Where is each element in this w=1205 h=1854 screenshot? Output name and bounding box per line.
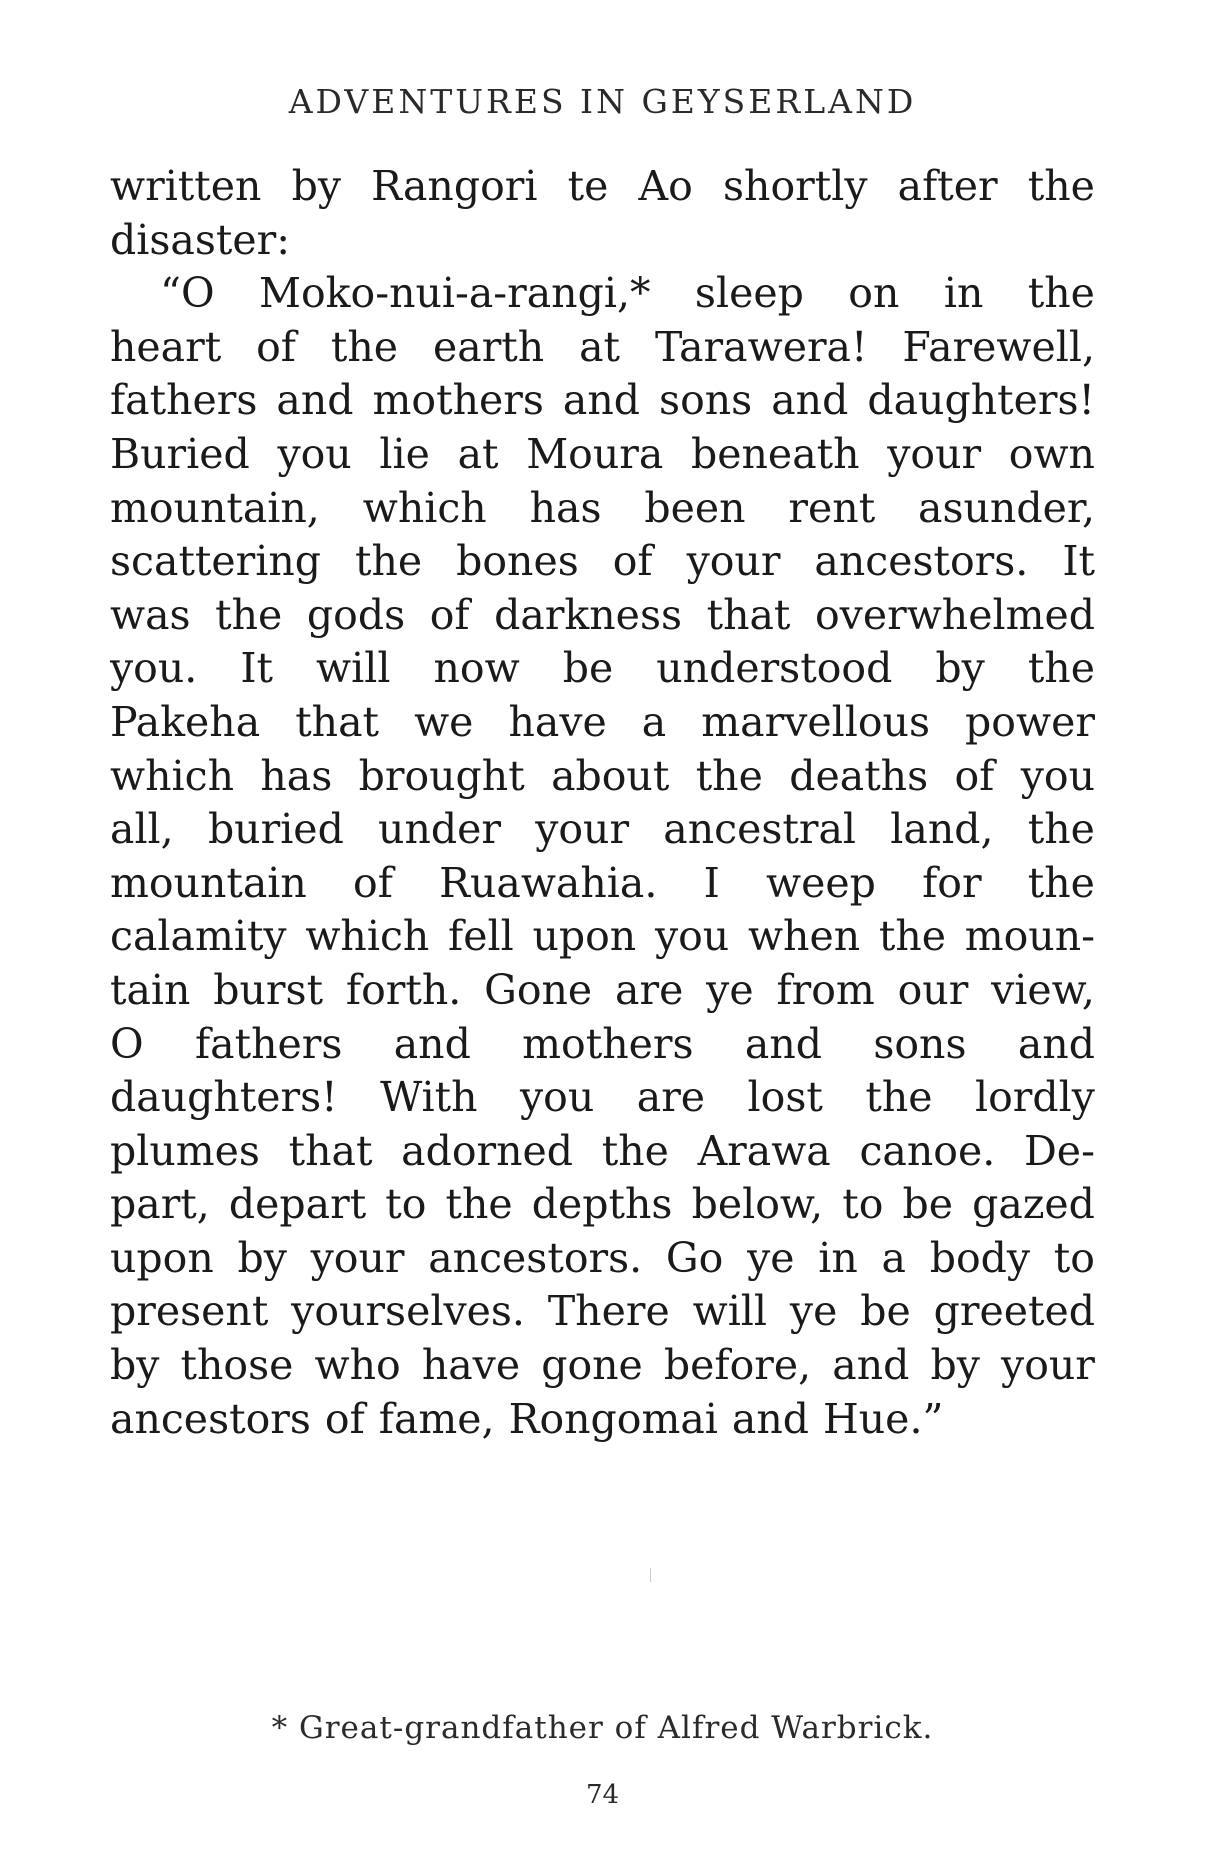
word: mountain, [110, 483, 320, 532]
word: was [110, 590, 191, 639]
word: under [378, 805, 501, 854]
word: to [1053, 1233, 1095, 1282]
word: gone [541, 1341, 643, 1390]
text-line [110, 1339, 1095, 1393]
word: understood [656, 644, 893, 693]
word: are [636, 1073, 706, 1122]
word: and [562, 376, 641, 425]
word: the [865, 1073, 933, 1122]
word: Hue.” [823, 1394, 944, 1443]
word: depart [228, 1180, 367, 1229]
text-line [110, 910, 1095, 964]
word: rent [788, 483, 876, 532]
word: by [237, 1233, 287, 1282]
word: which [362, 483, 487, 532]
word: Buried [110, 429, 250, 478]
word: of [612, 537, 653, 586]
word: has [260, 751, 333, 800]
word: upon [532, 912, 637, 961]
word: the [601, 1126, 669, 1175]
text-line [110, 964, 1095, 1018]
word: forth. [345, 965, 462, 1014]
word: at [457, 429, 499, 478]
word: has [529, 483, 602, 532]
word: fathers [194, 1019, 343, 1068]
word: plumes [110, 1126, 260, 1175]
text-line [110, 374, 1095, 428]
word: the [330, 322, 399, 371]
word: by [935, 644, 985, 693]
word: buried [207, 805, 344, 854]
word: about [551, 751, 670, 800]
word: the [1027, 805, 1095, 854]
word: of [954, 751, 995, 800]
word: fathers [110, 376, 258, 425]
word: now [433, 644, 520, 693]
word: of [353, 858, 393, 907]
word: the [215, 590, 283, 639]
text-line [110, 803, 1095, 857]
word: bones [456, 537, 579, 586]
text-line [110, 1125, 1095, 1179]
word: power [965, 697, 1095, 746]
word: There [547, 1287, 670, 1336]
text-line [110, 1071, 1095, 1125]
word: when [747, 912, 861, 961]
word: after [897, 162, 998, 210]
word: fame, [378, 1394, 495, 1443]
word: body [929, 1233, 1031, 1282]
text-line [110, 696, 1095, 750]
word: It [1062, 537, 1095, 586]
word: on [848, 269, 900, 318]
word: Gone [484, 965, 593, 1014]
word: sons [873, 1019, 967, 1068]
word: before, [663, 1341, 812, 1390]
word: to [385, 1180, 427, 1229]
word: O [110, 1019, 144, 1068]
word: gazed [972, 1180, 1095, 1229]
text-line [110, 1178, 1095, 1232]
word: the [445, 1180, 513, 1229]
word: of [256, 322, 296, 371]
word: te [567, 162, 609, 210]
word: Moko-nui-a-rangi,* [259, 269, 651, 318]
word: sons [659, 376, 753, 425]
word: are [615, 965, 684, 1014]
word: gods [306, 590, 406, 639]
word: own [1008, 429, 1095, 478]
text-line [110, 750, 1095, 804]
word: that [706, 590, 791, 639]
word: ye [747, 1233, 795, 1282]
word: a [641, 697, 667, 746]
word: With [380, 1073, 478, 1122]
word: Go [665, 1233, 724, 1282]
text-line [110, 1393, 1095, 1447]
word: canoe. [859, 1126, 996, 1175]
word: land, [890, 805, 994, 854]
word: your [1001, 1341, 1095, 1390]
word: we [414, 697, 474, 746]
word: your [310, 1233, 405, 1282]
text-line [110, 214, 1095, 268]
word: the [878, 912, 946, 961]
footnote: * Great-grandfather of Alfred Warbrick. [271, 1710, 934, 1746]
word: yourselves. [291, 1287, 525, 1336]
word: the [695, 751, 763, 800]
word: the [1027, 858, 1095, 907]
page-number: 74 [585, 1780, 620, 1810]
word: below, [691, 1180, 824, 1229]
separator-mark [650, 1568, 651, 1582]
word: to [842, 1180, 884, 1229]
word: Arawa [697, 1126, 831, 1175]
word: lost [747, 1073, 823, 1122]
word: for [922, 858, 982, 907]
word: in [818, 1233, 858, 1282]
word: the [1027, 269, 1095, 318]
word: Farewell, [902, 322, 1095, 371]
body-text [110, 160, 1095, 1446]
word: you [654, 912, 730, 961]
word: those [180, 1341, 294, 1390]
word: and [393, 1019, 471, 1068]
word: you [277, 429, 352, 478]
word: daughters! [110, 1073, 338, 1122]
word: your [535, 805, 630, 854]
word: the [1027, 644, 1095, 693]
word: burst [213, 965, 324, 1014]
word: weep [766, 858, 876, 907]
word: been [644, 483, 746, 532]
word: that [295, 697, 380, 746]
word: view, [991, 965, 1095, 1014]
word: in [943, 269, 984, 318]
word: calamity [110, 912, 287, 961]
word: Rongomai [508, 1394, 718, 1443]
word: part, [110, 1180, 210, 1229]
word: our [897, 965, 969, 1014]
text-line [110, 535, 1095, 589]
text-line [110, 267, 1095, 321]
word: and [744, 1019, 822, 1068]
word: be [562, 644, 614, 693]
word: ancestral [663, 805, 857, 854]
word: you [1020, 751, 1095, 800]
text-line [110, 1018, 1095, 1072]
word: who [314, 1341, 401, 1390]
text-line [110, 428, 1095, 482]
word: brought [358, 751, 525, 800]
word: of [324, 1394, 365, 1443]
word: have [421, 1341, 521, 1390]
word: will [692, 1287, 768, 1336]
word: Rangori [371, 162, 538, 210]
word: De- [1023, 1126, 1095, 1175]
word: be [860, 1287, 911, 1336]
word: ancestors. [814, 537, 1029, 586]
word: moun- [964, 912, 1095, 961]
text-line [110, 321, 1095, 375]
word: you [520, 1073, 595, 1122]
word: and [771, 376, 849, 425]
word: It [240, 644, 273, 693]
word: adorned [401, 1126, 574, 1175]
word: at [579, 322, 621, 371]
text-line [110, 857, 1095, 911]
word: ye [706, 965, 754, 1014]
word: the [1027, 162, 1095, 210]
word: scattering [110, 537, 322, 586]
word: sleep [694, 269, 804, 318]
word: will [316, 644, 391, 693]
word: have [508, 697, 607, 746]
word: asunder, [918, 483, 1095, 532]
word: by [291, 162, 342, 210]
word: heart [110, 322, 222, 371]
word: by [930, 1341, 980, 1390]
word: ye [789, 1287, 838, 1336]
word: darkness [494, 590, 683, 639]
word: and [1017, 1019, 1095, 1068]
word: your [686, 537, 781, 586]
text-line [110, 589, 1095, 643]
word: mothers [522, 1019, 694, 1068]
word: from [776, 965, 875, 1014]
word: depths [531, 1180, 673, 1229]
word: and [276, 376, 354, 425]
word: that [288, 1126, 373, 1175]
word: be [902, 1180, 954, 1229]
word: I [703, 858, 720, 907]
word: mountain [110, 858, 307, 907]
word: beneath [691, 429, 860, 478]
running-head: ADVENTURES IN GEYSERLAND [288, 82, 917, 121]
word: and [731, 1394, 810, 1443]
word: present [110, 1287, 269, 1336]
word: and [832, 1341, 910, 1390]
word: deaths [789, 751, 929, 800]
word: Ruawahia. [439, 858, 658, 907]
word: earth [432, 322, 545, 371]
text-line [110, 1232, 1095, 1286]
word: which [110, 751, 234, 800]
word: Tarawera! [654, 322, 868, 371]
word: lordly [975, 1073, 1095, 1122]
word: tain [110, 965, 191, 1014]
word: upon [110, 1233, 214, 1282]
word: daughters! [867, 376, 1095, 425]
word: mothers [372, 376, 544, 425]
word: Pakeha [110, 697, 261, 746]
word: shortly [723, 162, 868, 210]
word: fell [448, 912, 514, 961]
word: your [887, 429, 982, 478]
word: you. [110, 644, 198, 693]
word: all, [110, 805, 174, 854]
text-line [110, 1285, 1095, 1339]
word: “O [160, 269, 215, 318]
word: disaster: [110, 215, 291, 264]
word: ancestors. [428, 1233, 643, 1282]
word: Moura [526, 429, 664, 478]
word: which [305, 912, 430, 961]
word: by [110, 1341, 160, 1390]
text-line [110, 482, 1095, 536]
word: lie [379, 429, 430, 478]
word: ancestors [110, 1394, 311, 1443]
word: marvellous [701, 697, 930, 746]
word: of [429, 590, 470, 639]
text-line [110, 160, 1095, 214]
word: greeted [933, 1287, 1095, 1336]
word: overwhelmed [815, 590, 1095, 639]
word: a [881, 1233, 906, 1282]
text-line [110, 642, 1095, 696]
word: Ao [638, 162, 693, 210]
word: the [355, 537, 423, 586]
word: written [110, 162, 262, 210]
